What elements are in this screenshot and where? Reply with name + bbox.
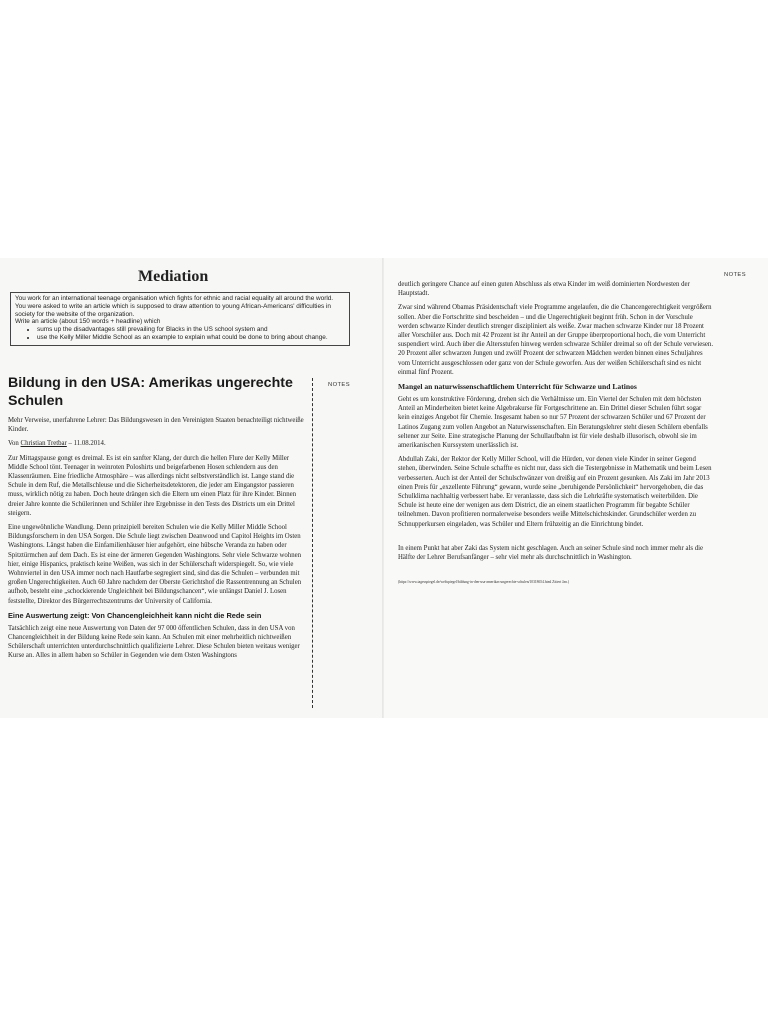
task-box [10, 292, 350, 346]
author-link[interactable]: Christian Tretbar [20, 440, 67, 448]
notes-label-right: NOTES [724, 272, 746, 278]
notes-column-left [312, 378, 372, 718]
article-paragraph: Geht es um konstruktive Förderung, drehen sich die Verhältnisse um. Ein Viertel der Schulen mit dem höchsten Anteil an Minderheiten bietet keine Algebrakurse für Fortgeschrittene an. Ein Drittel dieser Schulen führt sogar kein einziges Angebot für Chemie. Insgesamt haben so nur 57 Prozent der schwarzen Schüler und 67 Prozent der Latinos Zugang zum vollen Angebot an Naturwissenschaften. Ein Beratungslehrer steht diesen Schülern ebenfalls seltener zur Seite. Eine strategische Planung der Schullaufbahn ist für viele deshalb illusorisch, obwohl sie im amerikanischen Kurssystem unerlässlich ist. [398, 396, 708, 450]
spacer [398, 534, 714, 544]
section-heading: Mangel an naturwissenschaftlichem Unterricht für Schwarze und Latinos [398, 382, 637, 392]
article-paragraph: Zur Mittagspause gongt es dreimal. Es ist ein sanfter Klang, der durch die hellen Flure der Kelly Miller Middle School tönt. Teenager in weinroten Poloshirts und beigefarbenen Hosen schlendern aus den Klassenräumen. Eine friedliche Atmosphäre – was allerdings nicht selbstverständlich ist. Lange stand die Schule in dem Ruf, die Metallschleuse und die Sicherheitsdetektoren, die jeder am Eingangstor passieren muss, wirklich nötig zu haben. Doch heute drängen sich die Eltern um einen Platz für ihre Kinder. Binnen dreier Jahre konnte die Schülerinnen und Schüler ihre Ergebnisse in den Tests des Districts um ein Drittel steigern. [8, 454, 297, 517]
notes-divider [312, 378, 313, 708]
article-paragraph: Eine ungewöhnliche Wandlung. Denn prinzipiell bereiten Schulen wie die Kelly Miller Middle School Bildungsforschern in den USA Sorgen. Die Schule liegt zwischen Deanwood und Capitol Heights im Osten Washingtons. Längst haben die Einfamilienhäuser hier aufgehört, eine hübsche Veranda zu haben oder Spitztürmchen auf dem Dach. Es ist eine der ärmeren Gegenden Washingtons. Sehr viele Schwarze wohnen hier, einige Hispanics, praktisch keine Weißen, was sich in der Schülerschaft widerspiegelt. So, wie viele Wohnviertel in den USA immer noch nach Hautfarbe segregiert sind, sind das die Schulen – verbunden mit großen Ungerechtigkeiten. Auch 60 Jahre nachdem der Oberste Gerichtshof die Rassentrennung an Schulen aufhob, besteht eine „schockierende Ungleichheit bei Bildungschancen“, wie unlängst Daniel J. Losen feststellte, Direktor des Bürgerrechtszentrums der University of California. [8, 524, 302, 605]
right-page [384, 258, 768, 718]
article-headline: Bildung in den USA: Amerikas ungerechte Schulen [8, 375, 293, 409]
article-left-column [8, 374, 306, 666]
left-page [0, 258, 384, 718]
byline-prefix: Von [8, 440, 19, 448]
task-bullet: • use the Kelly Miller Middle School as an example to explain what could be done to bring about change. [37, 334, 345, 342]
article-paragraph: Tatsächlich zeigt eine neue Auswertung von Daten der 97 000 öffentlichen Schulen, dass in den USA von Chancengleichheit in der Bildung keine Rede sein kann. An Schulen mit einer mehrheitlich nichtweißen Schülerschaft unterrichten unterdurchschnittlich qualifizierte Lehrer. Diese Schulen bieten weitaus weniger Kurse an. Alles in allem haben so Schüler in Gegenden wie dem Osten Washingtons [8, 624, 300, 660]
article-paragraph: Zwar sind während Obamas Präsidentschaft viele Programme angelaufen, die die Chancengerechtigkeit vergrößern sollen. Aber die Fortschritte sind bescheiden – und die Ungerechtigkeit beginnt früh. Schon in der Vorschule werden schwarze Kinder deutlich strenger diszipliniert als weiße. Zwar machen schwarze Kinder nur 18 Prozent aller Vorschüler aus. Doch mit 42 Prozent ist ihr Anteil an der Gruppe überproportional hoch, die vom Unterricht suspendiert wird. Auch über die Altersstufen hinweg werden schwarze Schüler dreimal so oft der Schule verwiesen. 20 Prozent aller schwarzen Jungen und zwölf Prozent der schwarzen Mädchen werden binnen eines Schuljahres vom Unterricht ausgeschlossen oder ganz von der Schule geworfen. Aus der weißen Schülerschaft sind es nicht einmal fünf Prozent. [398, 304, 714, 376]
task-bullet: • sums up the disadvantages still prevailing for Blacks in the US school system and [37, 326, 345, 334]
task-bullet-list [15, 326, 345, 342]
source-link[interactable]: (https://www.tagesspiegel.de/weltspiegel/bildung-in-den-usa-amerikas-ungerechte-schulen/10318654.html Zitiert Jan.) [398, 580, 570, 585]
article-byline [8, 439, 306, 448]
notes-label: NOTES [328, 382, 350, 388]
article-paragraph: Abdullah Zaki, der Rektor der Kelly Miller School, will die Hürden, vor denen viele Kinder in seiner Gegend stehen, überwinden. Seine Schule schaffte es nicht nur, dass sich die Testergebnisse in Mathematik und beim Lesen verbesserten. Auch ist der Anteil der Schulschwänzer von dreißig auf ein Prozent gesunken. Als Zaki im Jahr 2013 einen Preis für „exzellente Führung“ gewann, wurde seine „beruhigende Persönlichkeit“ hervorgehoben, die das Schulklima nachhaltig verbessert habe. Er veranlasste, dass sich die Lehrkräfte systematisch weiterbilden. Die Schule ist heute eine der wenigen aus dem District, die an einem staatlichen Programm für begabte Schüler teilnehmen. Davon profitieren normalerweise besonders weiße Mittelschichtskinder. Grundschüler werden zu Schnupperkursen eingeladen, was Schüler und Eltern frühzeitig an die Einrichtung bindet. [398, 456, 712, 528]
task-intro: You work for an international teenage organisation which fights for ethnic and racial equality all around the world. You were asked to write an article which is supposed to draw attention to young African-Americans' difficulties in society for the website of the organization. [15, 295, 334, 318]
worksheet-title: Mediation [138, 268, 209, 285]
scanned-worksheet [0, 258, 768, 718]
article-date: – 11.08.2014. [68, 440, 106, 448]
article-paragraph: deutlich geringere Chance auf einen guten Abschluss als etwa Kinder im weiß dominierten Nordwesten der Hauptstadt. [398, 281, 690, 298]
task-instruction: Write an article (about 150 words + headline) which [15, 318, 161, 326]
section-heading: Eine Auswertung zeigt: Von Chancengleichheit kann nicht die Rede sein [8, 610, 262, 620]
article-subheadline: Mehr Verweise, unerfahrene Lehrer: Das Bildungswesen in den Vereinigten Staaten benachteiligt nichtweiße Kinder. [8, 417, 304, 434]
article-paragraph: In einem Punkt hat aber Zaki das System nicht geschlagen. Auch an seiner Schule sind noch immer mehr als die Hälfte der Lehrer Berufsanfänger – sehr viel mehr als durchschnittlich in Washington. [398, 544, 704, 562]
article-right-column [398, 280, 714, 589]
